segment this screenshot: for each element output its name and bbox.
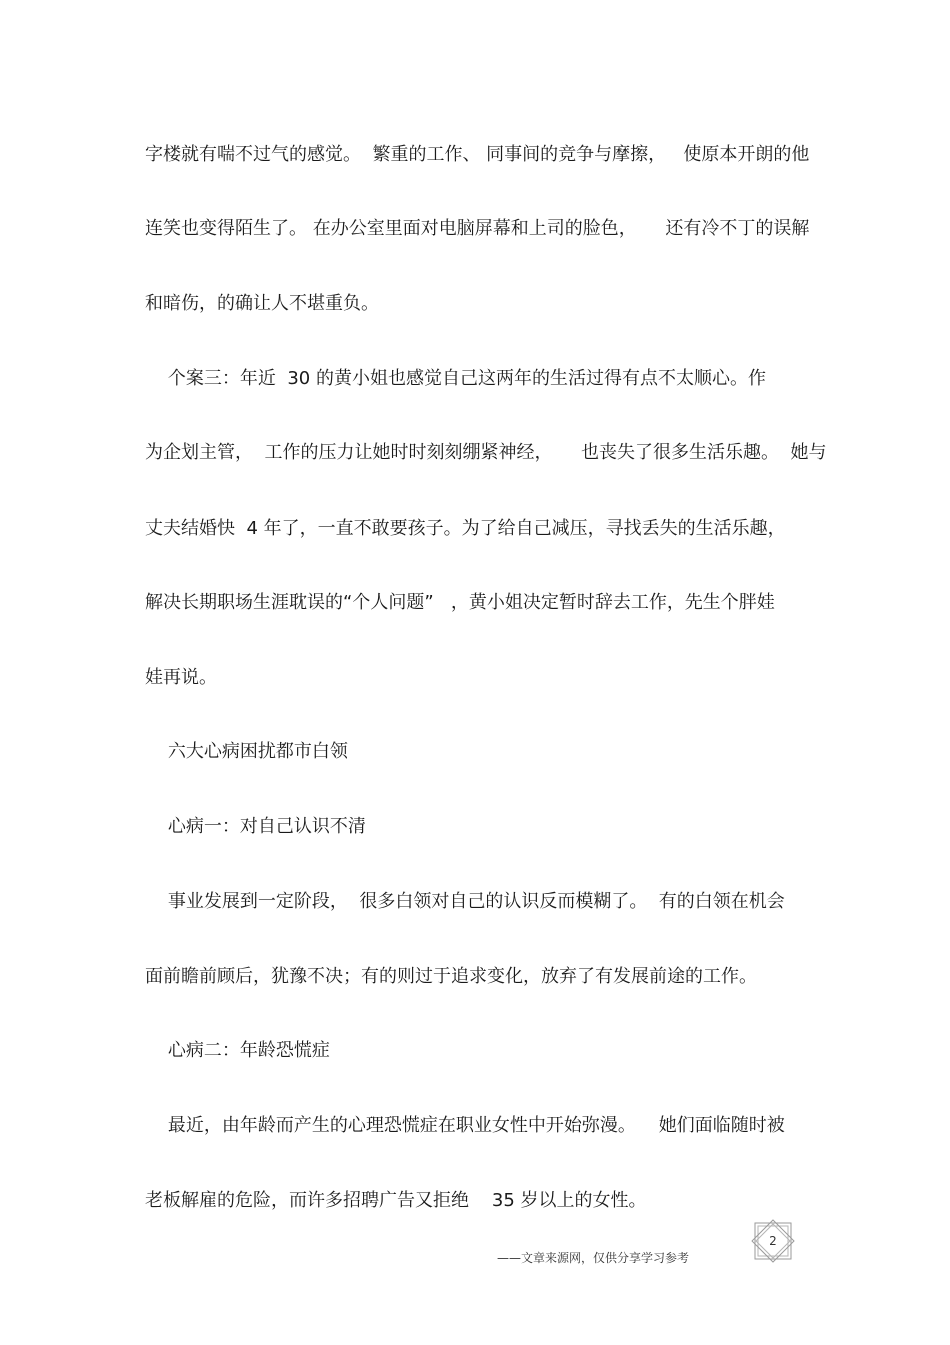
body-text-line: 最近，由年龄而产生的心理恐慌症在职业女性中开始弥漫。 她们面临随时被 — [145, 1115, 785, 1136]
section-heading: 六大心病困扰都市白领 — [145, 741, 348, 762]
body-text-line: 字楼就有喘不过气的感觉。 繁重的工作、 同事间的竞争与摩擦， 使原本开朗的他 — [145, 144, 810, 165]
body-text-line: 解决长期职场生涯耽误的“个人问题” ，黄小姐决定暂时辞去工作，先生个胖娃 — [145, 592, 775, 613]
body-text-line: 老板解雇的危险，而许多招聘广告又拒绝 35 岁以上的女性。 — [145, 1190, 647, 1211]
subsection-heading: 心病二：年龄恐慌症 — [145, 1040, 330, 1061]
subsection-heading: 心病一：对自己认识不清 — [145, 816, 366, 837]
body-text-line: 为企划主管， 工作的压力让她时时刻刻绷紧神经， 也丧失了很多生活乐趣。 她与 — [145, 442, 827, 463]
body-text-line: 和暗伤，的确让人不堪重负。 — [145, 293, 379, 314]
footer-source-note: ——文章来源网，仅供分享学习参考 — [497, 1251, 690, 1265]
page-number-badge — [750, 1218, 796, 1264]
body-text-line: 连笑也变得陌生了。 在办公室里面对电脑屏幕和上司的脸色， 还有冷不丁的误解 — [145, 218, 810, 239]
body-text-line: 娃再说。 — [145, 667, 217, 688]
page-number: 2 — [769, 1234, 777, 1248]
body-text-line: 事业发展到一定阶段， 很多白领对自己的认识反而模糊了。 有的白领在机会 — [145, 891, 785, 912]
body-text-line: 个案三：年近 30 的黄小姐也感觉自己这两年的生活过得有点不太顺心。作 — [145, 368, 766, 389]
body-text-line: 丈夫结婚快 4 年了，一直不敢要孩子。为了给自己减压，寻找丢失的生活乐趣， — [145, 518, 786, 539]
body-text-line: 面前瞻前顾后，犹豫不决；有的则过于追求变化，放弃了有发展前途的工作。 — [145, 966, 757, 987]
